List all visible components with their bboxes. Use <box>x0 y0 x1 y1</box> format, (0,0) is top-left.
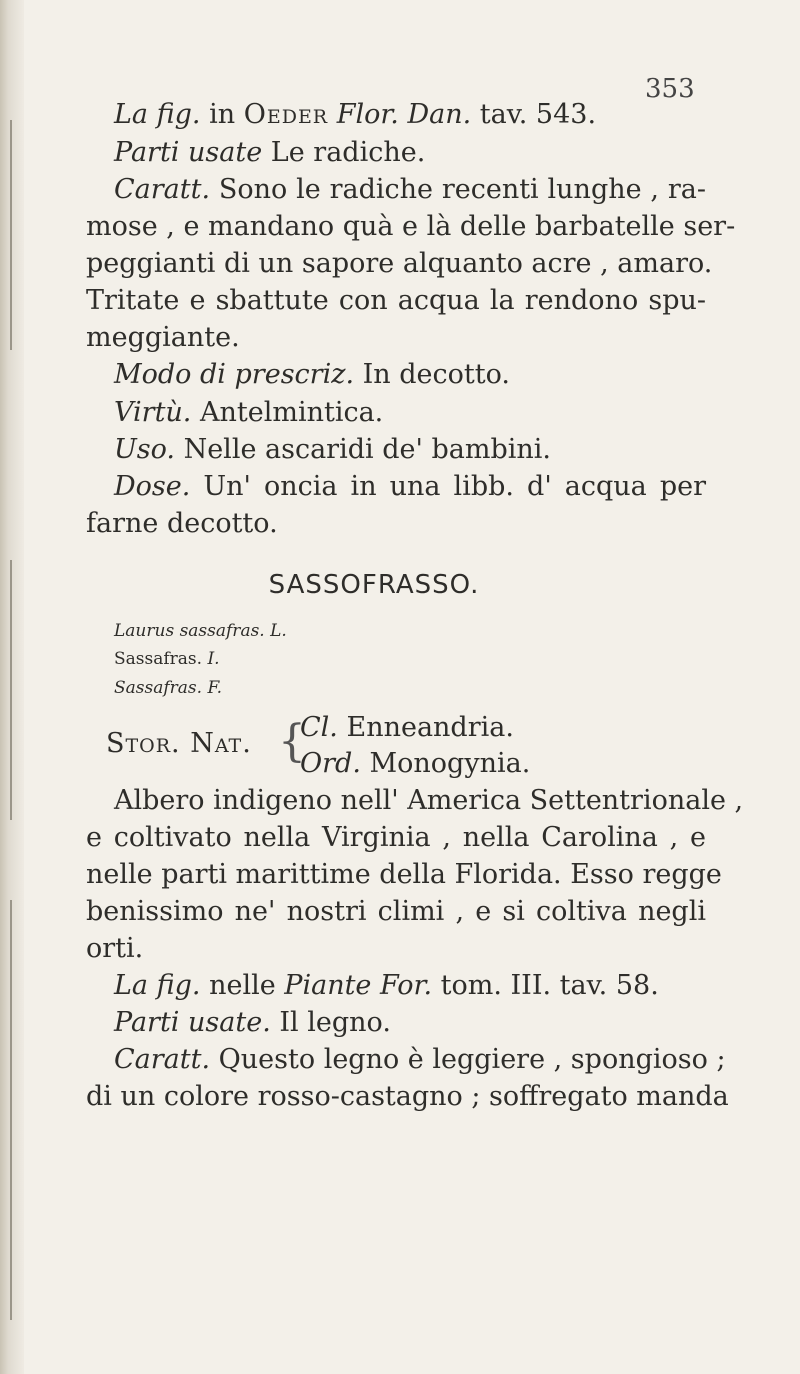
fig-label: La fig. <box>114 970 201 1001</box>
description-line: Albero indigeno nell' America Settentrionale , <box>114 785 744 816</box>
fig-work: Flor. Dan. <box>336 99 472 130</box>
fig-work: Piante For. <box>284 970 433 1001</box>
caratt-label: Caratt. <box>114 174 211 205</box>
use <box>114 432 551 468</box>
characteristics-line <box>114 1042 726 1078</box>
synonym-text: Sassafras. <box>114 649 203 669</box>
dose-line: farne decotto. <box>86 508 278 539</box>
fig-text: nelle <box>209 970 276 1001</box>
characteristics-line: di un colore rosso-castagno ; soffregato manda <box>86 1081 729 1112</box>
virtu-text: Antelmintica. <box>199 397 384 428</box>
order-text: Monogynia. <box>369 748 531 779</box>
fig-text: in <box>209 99 236 130</box>
characteristics-line: peggianti di un sapore alquanto acre , amaro. <box>86 248 713 279</box>
spine-edge-mark <box>10 120 12 350</box>
virtu-label: Virtù. <box>114 397 192 428</box>
modo-text: In decotto. <box>362 359 510 390</box>
description-line: e coltivato nella Virginia , nella Carolina , e <box>86 822 706 853</box>
description-line: orti. <box>86 933 144 964</box>
dose-line <box>114 469 706 505</box>
fig-author: Oeder <box>243 99 329 130</box>
uso-text: Nelle ascaridi de' bambini. <box>183 434 552 465</box>
synonym-author: I. <box>207 649 220 669</box>
virtue <box>114 395 383 431</box>
synonym: Laurus sassafras. L. <box>114 621 287 641</box>
fig-label: La fig. <box>114 99 201 130</box>
brace-icon: { <box>278 716 306 767</box>
parts-text: Le radiche. <box>270 137 426 168</box>
parts-label: Parti usate <box>114 137 263 168</box>
description-line: nelle parti marittime della Florida. Esso regge <box>86 859 722 890</box>
fig-plate: tav. 543. <box>479 99 597 130</box>
dose-label: Dose. <box>114 471 191 502</box>
modo-label: Modo di prescriz. <box>114 359 355 390</box>
uso-label: Uso. <box>114 434 175 465</box>
class-label: Cl. <box>300 712 338 743</box>
characteristics-line: mose , e mandano quà e là delle barbatelle ser- <box>86 211 736 242</box>
dose-text: Un' oncia in una libb. d' acqua per <box>203 471 706 502</box>
figure-reference <box>114 968 659 1004</box>
fig-plate: tom. III. tav. 58. <box>440 970 659 1001</box>
synonym: Sassafras. F. <box>114 678 223 698</box>
description-line: benissimo ne' nostri climi , e si coltiva negli <box>86 896 706 927</box>
spine-edge-mark <box>10 560 12 820</box>
order-label: Ord. <box>300 748 361 779</box>
characteristics-line <box>114 172 706 208</box>
natural-history-label: Stor. Nat. <box>106 728 252 759</box>
entry-title: SASSOFRASSO. <box>268 570 480 600</box>
classification-class <box>300 710 514 746</box>
parts-label: Parti usate. <box>114 1007 271 1038</box>
class-text: Enneandria. <box>346 712 514 743</box>
figure-reference <box>114 97 596 133</box>
caratt-text: Sono le radiche recenti lunghe , ra- <box>218 174 706 205</box>
parts-text: Il legno. <box>279 1007 391 1038</box>
parts-used <box>114 1005 391 1041</box>
caratt-label: Caratt. <box>114 1044 211 1075</box>
spine-edge-mark <box>10 900 12 1320</box>
characteristics-line: meggiante. <box>86 322 240 353</box>
book-spine-shadow <box>0 0 24 1374</box>
classification-order <box>300 746 530 782</box>
page-number: 353 <box>645 74 695 104</box>
caratt-text: Questo legno è leggiere , spongioso ; <box>218 1044 726 1075</box>
prescription-mode <box>114 357 510 393</box>
characteristics-line: Tritate e sbattute con acqua la rendono spu- <box>86 285 706 316</box>
parts-used <box>114 135 425 171</box>
synonym <box>114 648 220 670</box>
